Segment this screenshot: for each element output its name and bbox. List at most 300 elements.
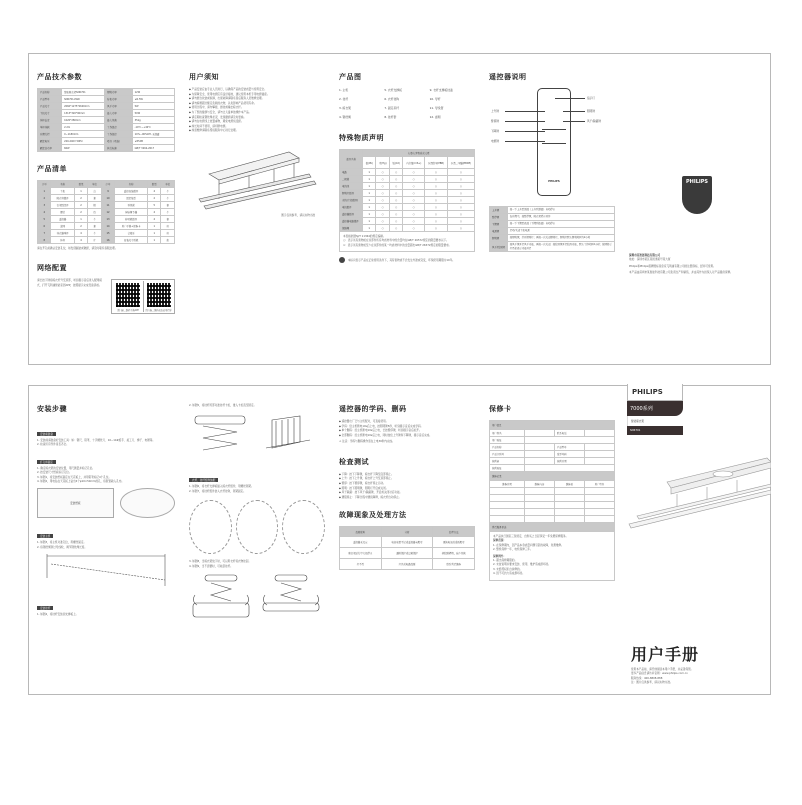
table-cell: 按一下下降至底部（下降到底部）自动停止: [507, 221, 614, 228]
repair-row: [490, 516, 615, 523]
figure-6: [260, 412, 325, 462]
table-cell: ○: [447, 190, 474, 197]
cover-info-line: 注：图片仅供参考，请以实物为准。: [631, 681, 673, 685]
table-cell: ○: [447, 204, 474, 211]
column-header: 故障现象: [340, 527, 382, 537]
pairing-item: ◆ 学码：给主机断电10s后上电，按照明键5秒，听到提示音后完成学码。: [339, 425, 475, 430]
hazard-row: [340, 218, 475, 225]
table-cell: 按照明键，打开照明灯；再按一次关闭照明灯，照明灯默认照明时间为2小时: [507, 235, 614, 242]
table-cell: 4: [74, 237, 87, 244]
table-cell: 5: [147, 202, 160, 209]
field-label: 销售日期: [554, 458, 584, 465]
repair-cell[interactable]: [554, 516, 584, 523]
repair-cell[interactable]: [554, 495, 584, 502]
figure-note: 图示仅供参考，请以实物为准: [281, 213, 315, 217]
section-row: [490, 523, 615, 532]
notice-item: ◆ 为保障安全，使用电源应有良好接地，建议使用本机专用电源插座。: [189, 93, 325, 98]
column-header: 维修员: [554, 481, 584, 488]
repair-cell[interactable]: [524, 516, 554, 523]
remote-label-up: 上升键: [491, 110, 499, 113]
column-header: 名称: [51, 181, 74, 188]
troubleshoot-title: 故障现象及处理方法: [339, 511, 407, 520]
table-cell: ○: [376, 176, 390, 183]
hazard-title: 特殊物质声明: [339, 134, 384, 142]
table-cell: ○: [425, 183, 448, 190]
table-cell: ○: [447, 218, 474, 225]
column-header: 序号: [38, 181, 51, 188]
service-promise: 本产品执行国家三包规定，自购买之日起享受一年免费保修服务。 保修范围： 1. 在保修期内，因产品本身质量问题引起的故障，免费维修。 2. 整机保修一年，电机保修三年。 保修例外： 1. 超出保修期限的。 2. 未按说明书要求安装、使用、维护造成损坏的。 3. 未经授权私自拆修的。 4. 因不可抗力造成损坏的。: [489, 532, 615, 581]
table-cell: 钢丝绳: [340, 225, 363, 232]
field-value[interactable]: [584, 430, 614, 437]
column-header: 单位: [161, 181, 175, 188]
table-cell: 套: [161, 202, 175, 209]
scope-item: 2. 整机保修一年，电机保修三年。: [493, 548, 533, 552]
table-cell: 1: [147, 223, 160, 230]
remote-label-indicator: 指示灯: [587, 97, 595, 100]
troubleshoot-table: [339, 526, 475, 570]
check-item: ◆ 上升：按下上升键，晾衣杆上升至顶部停止。: [339, 477, 475, 482]
field-label: 用户地址: [490, 437, 525, 444]
manual-sheet-inner: [28, 385, 771, 695]
table-cell: 个: [161, 188, 175, 195]
column-header: 六价铬(Cr6+): [403, 157, 425, 169]
table-cell: 份: [161, 223, 175, 230]
pairing-item: ◆ 遥控器出厂已与主机配对，可直接使用。: [339, 420, 475, 425]
section-header: 维修记录: [490, 472, 615, 481]
table-cell: 根: [88, 202, 101, 209]
table-cell: 16: [101, 237, 114, 244]
warranty-row: [490, 451, 615, 458]
warranty-row: [490, 444, 615, 451]
repair-cell[interactable]: [584, 488, 614, 495]
warning-icon: ⚠: [339, 440, 342, 444]
table-cell: 个: [161, 209, 175, 216]
repair-cell[interactable]: [584, 495, 614, 502]
product-diagram-title: 产品图: [339, 73, 362, 81]
repair-cell[interactable]: [584, 502, 614, 509]
table-cell: ○: [425, 204, 448, 211]
remote-function-table: [489, 206, 615, 252]
hazard-notes: [339, 232, 475, 252]
table-cell: 安装尺寸纸板: [115, 237, 148, 244]
troubleshoot-row: [340, 559, 475, 570]
repair-cell[interactable]: [584, 516, 614, 523]
table-cell: 风干/除菌键: [490, 242, 508, 252]
table-cell: 套: [161, 216, 175, 223]
repair-cell[interactable]: [490, 509, 525, 516]
warranty-title: 保修卡: [489, 405, 512, 413]
part-item: 3. 晾衣架: [339, 106, 351, 110]
column-notice: [181, 54, 331, 364]
field-value[interactable]: [524, 444, 554, 451]
troubleshoot-row: [340, 548, 475, 559]
cover-series: 7000系列: [627, 401, 683, 416]
packing-note: 请在开孔前确认安装孔位，如发现漏装或破损，请及时联系客服处理。: [37, 247, 118, 250]
table-cell: 12W: [132, 89, 174, 96]
qr-code-icon: [147, 283, 171, 307]
spec-row: [38, 138, 175, 145]
remote-label-light: 照明键: [587, 110, 595, 113]
check-item: ◆ 风干除菌：按下风干/除菌键，开启或关闭对应功能。: [339, 491, 475, 496]
table-cell: 60W: [62, 145, 105, 152]
table-cell: 50W: [132, 110, 174, 117]
trademark-note: Philips和Philips盾牌图标是皇家飞利浦有限公司的注册商标，经许可使用。: [629, 264, 716, 268]
table-cell: 按一下上升至顶部（上升到顶部）自动停止: [507, 207, 614, 214]
cover-brand: PHILIPS: [627, 384, 683, 401]
spec-row: [38, 110, 175, 117]
part-item: 7. 固定吊杆: [384, 106, 400, 110]
table-cell: ○: [403, 176, 425, 183]
packing-row: [38, 230, 175, 237]
remote-row: [490, 242, 615, 252]
table-cell: ○: [389, 176, 402, 183]
table-cell: 1: [74, 216, 87, 223]
table-cell: 5W: [132, 103, 174, 110]
column-header: 序号: [101, 181, 114, 188]
table-cell: 2: [74, 223, 87, 230]
repair-cell[interactable]: [524, 488, 554, 495]
section-tag: 打孔和固定: [37, 460, 56, 464]
column-back-cover: [621, 54, 771, 364]
table-cell: 升降行程: [38, 131, 62, 138]
column-header: 维修内容: [524, 481, 554, 488]
hazard-row: [340, 204, 475, 211]
repair-cell[interactable]: [490, 495, 525, 502]
spec-row: [38, 145, 175, 152]
incline-diagram-icon: [37, 550, 173, 590]
table-cell: 4: [147, 209, 160, 216]
manual-sheet-outer: [28, 53, 771, 365]
repair-cell[interactable]: [554, 488, 584, 495]
exclusion-item: 2. 未按说明书要求安装、使用、维护造成损坏的。: [493, 563, 551, 567]
table-cell: ○: [447, 169, 474, 176]
table-cell: ○: [425, 197, 448, 204]
table-cell: 个: [88, 230, 101, 237]
section-tag: 安装前准备: [37, 432, 56, 436]
install-step: 1. 如图4，将挂杆安装到支撑板上。: [37, 613, 79, 617]
table-cell: ×: [363, 169, 376, 176]
table-cell: 台: [88, 188, 101, 195]
part-item: 10. 导杆: [429, 97, 441, 101]
field-value[interactable]: [524, 465, 614, 472]
pairing-item: ◆ 单个删码：给主机断电10s后上电，长按暂停键，听到提示音后松开。: [339, 429, 475, 434]
company-address: 地址：深圳市某区某街道某号某大厦: [629, 258, 671, 262]
table-cell: ○: [389, 204, 402, 211]
field-label: 产品名称: [490, 444, 525, 451]
install-step: 1. 确定晾衣架的安装位置，用尺测量并标记孔位。: [37, 466, 95, 470]
field-label: 销售商: [490, 458, 525, 465]
hazard-row: [340, 169, 475, 176]
table-cell: 0~1180mm: [62, 131, 105, 138]
table-cell: 晾衣架运行中突然停止: [340, 548, 382, 559]
section-header: 用户信息: [490, 421, 615, 430]
exclusion-item: 4. 因不可抗力造成损坏的。: [493, 572, 525, 576]
section-tag: 安装挂杆: [37, 606, 53, 610]
table-cell: 11: [101, 202, 114, 209]
table-cell: ○: [425, 211, 448, 218]
table-cell: 5: [38, 216, 51, 223]
table-cell: 电机组件: [340, 204, 363, 211]
table-cell: 更换电池或重新配对: [433, 537, 475, 548]
table-cell: 2.2m: [62, 124, 105, 131]
specs-table: [37, 88, 175, 152]
table-cell: ○: [403, 204, 425, 211]
repair-row: [490, 488, 615, 495]
table-cell: ○: [389, 197, 402, 204]
table-cell: 4: [147, 188, 160, 195]
table-cell: 最大负载: [105, 117, 132, 124]
table-cell: ×: [363, 190, 376, 197]
table-cell: 最大功率: [105, 110, 132, 117]
table-cell: 遇阻保护或过载保护: [381, 548, 433, 559]
repair-row: [490, 502, 615, 509]
remote-label-pause: 暂停键: [491, 120, 499, 123]
spec-row: [38, 117, 175, 124]
column-specs: [29, 54, 181, 364]
column-header: 有毒有害物质或元素: [363, 150, 475, 157]
column-header: 汞(Hg): [376, 157, 390, 169]
part-item: 11. 导线管: [429, 106, 444, 110]
field-value[interactable]: [584, 451, 614, 458]
table-cell: ○: [376, 225, 390, 232]
field-label: 联系电话: [554, 430, 584, 437]
recycle-icon: [339, 257, 345, 263]
network-text: 请长按下键将晾衣杆升至顶部，听到提示音后进入配网模式，打开飞利浦智能家居APP，按照提示完成设备添加。: [37, 279, 102, 287]
table-cell: ○: [403, 197, 425, 204]
notice-title: 用户须知: [189, 73, 219, 81]
field-label: 销售地址: [490, 465, 525, 472]
section-row: [490, 421, 615, 430]
repair-row: [490, 509, 615, 516]
hazard-row: [340, 183, 475, 190]
cover-info-line: 使用本产品前，请仔细阅读本用户手册，并妥善保管。: [631, 668, 694, 671]
figure-5: [189, 412, 254, 462]
remote-row: [490, 214, 615, 221]
table-cell: 8: [38, 237, 51, 244]
part-item: 8. 挂杆套: [384, 115, 397, 119]
repair-cell[interactable]: [490, 502, 525, 509]
repair-cell[interactable]: [584, 509, 614, 516]
table-cell: ○: [403, 218, 425, 225]
table-cell: 产品型号: [38, 96, 62, 103]
table-cell: ○: [425, 225, 448, 232]
cover-info-line: 服务热线：400-8808-888: [631, 676, 663, 680]
table-cell: 张: [161, 237, 175, 244]
column-install: [29, 386, 181, 694]
install-step: 1. 安装前请准备好安装工具：如：钢尺、铅笔、十字螺丝刀、10~14#扳手、美工刀、梯子、电锤等。: [37, 439, 155, 442]
spec-row: [38, 89, 175, 96]
section-tag: 安装主机: [37, 534, 53, 538]
figure-2: [120, 488, 175, 518]
warranty-note: 本产品由深圳市某智能科技有限公司负责生产和销售，并由其作为担保人对产品提供保修。: [629, 271, 733, 275]
section-row: [490, 472, 615, 481]
field-value[interactable]: [584, 458, 614, 465]
table-cell: 风干功率: [105, 103, 132, 110]
packing-row: [38, 195, 175, 202]
figure-1-template: 安装纸板: [37, 488, 114, 518]
field-value[interactable]: [584, 444, 614, 451]
install2-intro: 2. 如图5，将挂杆尾部对准挂杆卡扣，推入卡扣直至锁定。: [189, 404, 257, 407]
install-step: 2. 将钢丝绳穿过导线轮，调节钢丝绳长度。: [37, 545, 87, 549]
table-cell: ×: [363, 225, 376, 232]
notice-item: ◆ 使用过程中，请勿攀爬、悬挂或撞击晾衣杆。: [189, 106, 325, 111]
table-cell: 1313*320*90mm: [62, 110, 105, 117]
table-cell: 遥控器电路组件: [340, 218, 363, 225]
column-header: 用户签名: [584, 481, 614, 488]
field-value[interactable]: [524, 458, 554, 465]
repair-cell[interactable]: [490, 488, 525, 495]
table-cell: ○: [389, 218, 402, 225]
remote-row: [490, 235, 615, 242]
table-cell: 滤网: [51, 223, 74, 230]
figures-6-7: [189, 500, 325, 554]
remote-label-dry: 风干/除菌键: [587, 120, 601, 123]
table-cell: 4: [74, 230, 87, 237]
table-cell: 2: [38, 195, 51, 202]
table-cell: 4: [147, 216, 160, 223]
qr-user-guide[interactable]: 请扫描二维码获取使用指导: [143, 281, 173, 312]
drying-rack-diagram-icon: [189, 144, 329, 214]
figures-5-6: [189, 412, 325, 462]
part-item: 4. 钢丝绳: [339, 115, 351, 119]
column-header: 镉(Cd): [389, 157, 402, 169]
column-header: 单位: [88, 181, 101, 188]
exclusion-item: 3. 未经授权私自拆修的。: [493, 567, 523, 571]
table-cell: 挂杆: [51, 237, 74, 244]
warranty-row: [490, 465, 615, 472]
notice-item: ◆ 请定期检查钢丝绳状况，发现磨损请及时更换。: [189, 116, 325, 121]
table-cell: 执行标准: [105, 145, 132, 152]
table-cell: ○: [389, 183, 402, 190]
install-step: 2. 检查所有零件是否齐全。: [37, 443, 69, 447]
table-cell: 合格证: [115, 230, 148, 237]
qr-app-download[interactable]: 请扫描二维码下载APP: [113, 281, 143, 312]
table-cell: 晾衣杆组件: [51, 195, 74, 202]
check-title: 检查测试: [339, 457, 369, 466]
figure-detail-a: [189, 500, 232, 554]
column-header: 分析: [381, 527, 433, 537]
table-cell: 照明功率: [105, 89, 132, 96]
field-value[interactable]: [524, 451, 554, 458]
column-header: 维修日期: [490, 481, 525, 488]
cover-title-block: [631, 642, 699, 686]
column-header: 名称: [115, 181, 148, 188]
table-cell: ○: [389, 169, 402, 176]
product-exploded-figure: [189, 144, 325, 217]
table-cell: 220-240V 50Hz: [62, 138, 105, 145]
table-cell: 2060*1275*2600mm: [62, 103, 105, 110]
table-cell: 衣架固定件: [51, 202, 74, 209]
check-item: ◆ 遇阻停止：下降过程中遇到障碍，晾衣杆自动停止。: [339, 496, 475, 501]
figure-detail-c: [282, 500, 325, 554]
table-cell: 9: [101, 188, 114, 195]
table-cell: ×: [363, 176, 376, 183]
exclusion-item: 1. 超出保修期限的。: [493, 559, 518, 563]
table-cell: 单杆挂载: [38, 124, 62, 131]
packing-row: [38, 216, 175, 223]
packing-row: [38, 237, 175, 244]
table-cell: 天线(主控组件): [340, 197, 363, 204]
table-cell: ×: [363, 204, 376, 211]
table-cell: 电线线: [340, 183, 363, 190]
column-header: 部件名称: [340, 150, 363, 169]
folding-rod-diagram-icon: [189, 573, 253, 625]
part-item: 12. 滤网: [429, 115, 441, 119]
install-title: 安装步骤: [37, 405, 67, 413]
qr-code-icon: [116, 283, 140, 307]
column-product: [331, 54, 481, 364]
pairing-title: 遥控器的学码、删码: [339, 405, 407, 413]
table-cell: 在升降中，按暂停键，晾衣架停止动作: [507, 214, 614, 221]
table-cell: 2: [74, 195, 87, 202]
field-value[interactable]: [524, 430, 554, 437]
repair-cell[interactable]: [490, 516, 525, 523]
table-cell: 额定总功率: [38, 145, 62, 152]
table-cell: 遥控器无反应: [340, 537, 382, 548]
repair-row: [490, 495, 615, 502]
repair-cell[interactable]: [554, 502, 584, 509]
specs-title: 产品技术参数: [37, 73, 82, 81]
figure-3: [37, 550, 175, 594]
figures-8-9: [189, 573, 325, 625]
install2-tag: 衣杆、挂杆组件装配: [189, 478, 218, 482]
table-cell: ○: [403, 190, 425, 197]
repair-cell[interactable]: [524, 502, 554, 509]
product-render-icon: [627, 454, 771, 534]
table-cell: ○: [403, 169, 425, 176]
check-list: [339, 473, 475, 501]
repair-cell[interactable]: [554, 509, 584, 516]
philips-shield-logo: PHILIPS: [629, 176, 765, 214]
install-step: 2. 按安装尺寸纸板标记孔位。: [37, 471, 72, 475]
warranty-card-table: [489, 420, 615, 532]
remote-title: 遥控器说明: [489, 73, 527, 81]
column-header: 数量: [147, 181, 160, 188]
table-cell: ○: [403, 211, 425, 218]
figures-1-2: [37, 488, 175, 518]
remote-control-icon: PHILIPS: [537, 88, 571, 196]
table-cell: ○: [389, 190, 402, 197]
table-cell: 电源键: [490, 228, 508, 235]
field-value[interactable]: [524, 437, 614, 444]
hazard-note: ○：表示该有害物质在该部件所有均质材料中的含量均在GB/T 26572规定的限量要求以下。: [343, 239, 449, 243]
check-item: ◆ 暂停：按下暂停键，晾衣杆停止运动。: [339, 482, 475, 487]
hazard-note: 本表格依据SJ/T 11364的规定编制。: [343, 235, 386, 238]
column-header: 多溴二苯醚(PBDE): [447, 157, 474, 169]
field-label: 产品序列号: [490, 451, 525, 458]
table-cell: 35kg: [132, 117, 174, 124]
cover-product: 智能晾衣架: [627, 416, 683, 426]
table-cell: 额定电压: [38, 138, 62, 145]
table-cell: ≤55dB: [132, 138, 174, 145]
table-cell: ○: [425, 190, 448, 197]
table-cell: ○: [447, 176, 474, 183]
part-item: 5. 衣杆支撑板: [384, 88, 402, 92]
table-cell: 挂杆长度: [38, 117, 62, 124]
hazard-row: [340, 211, 475, 218]
repair-cell[interactable]: [524, 509, 554, 516]
field-label: 产品型号: [554, 444, 584, 451]
table-cell: 暂停键: [490, 214, 508, 221]
table-cell: 工作湿度: [105, 131, 132, 138]
table-cell: 上升键: [490, 207, 508, 214]
install-sections: [37, 420, 175, 618]
check-item: ◆ 下降：按下下降键，晾衣杆下降至底部停止。: [339, 473, 475, 478]
table-cell: 遥控器: [51, 216, 74, 223]
table-cell: 13: [101, 216, 114, 223]
repair-cell[interactable]: [524, 495, 554, 502]
table-cell: ○: [376, 211, 390, 218]
